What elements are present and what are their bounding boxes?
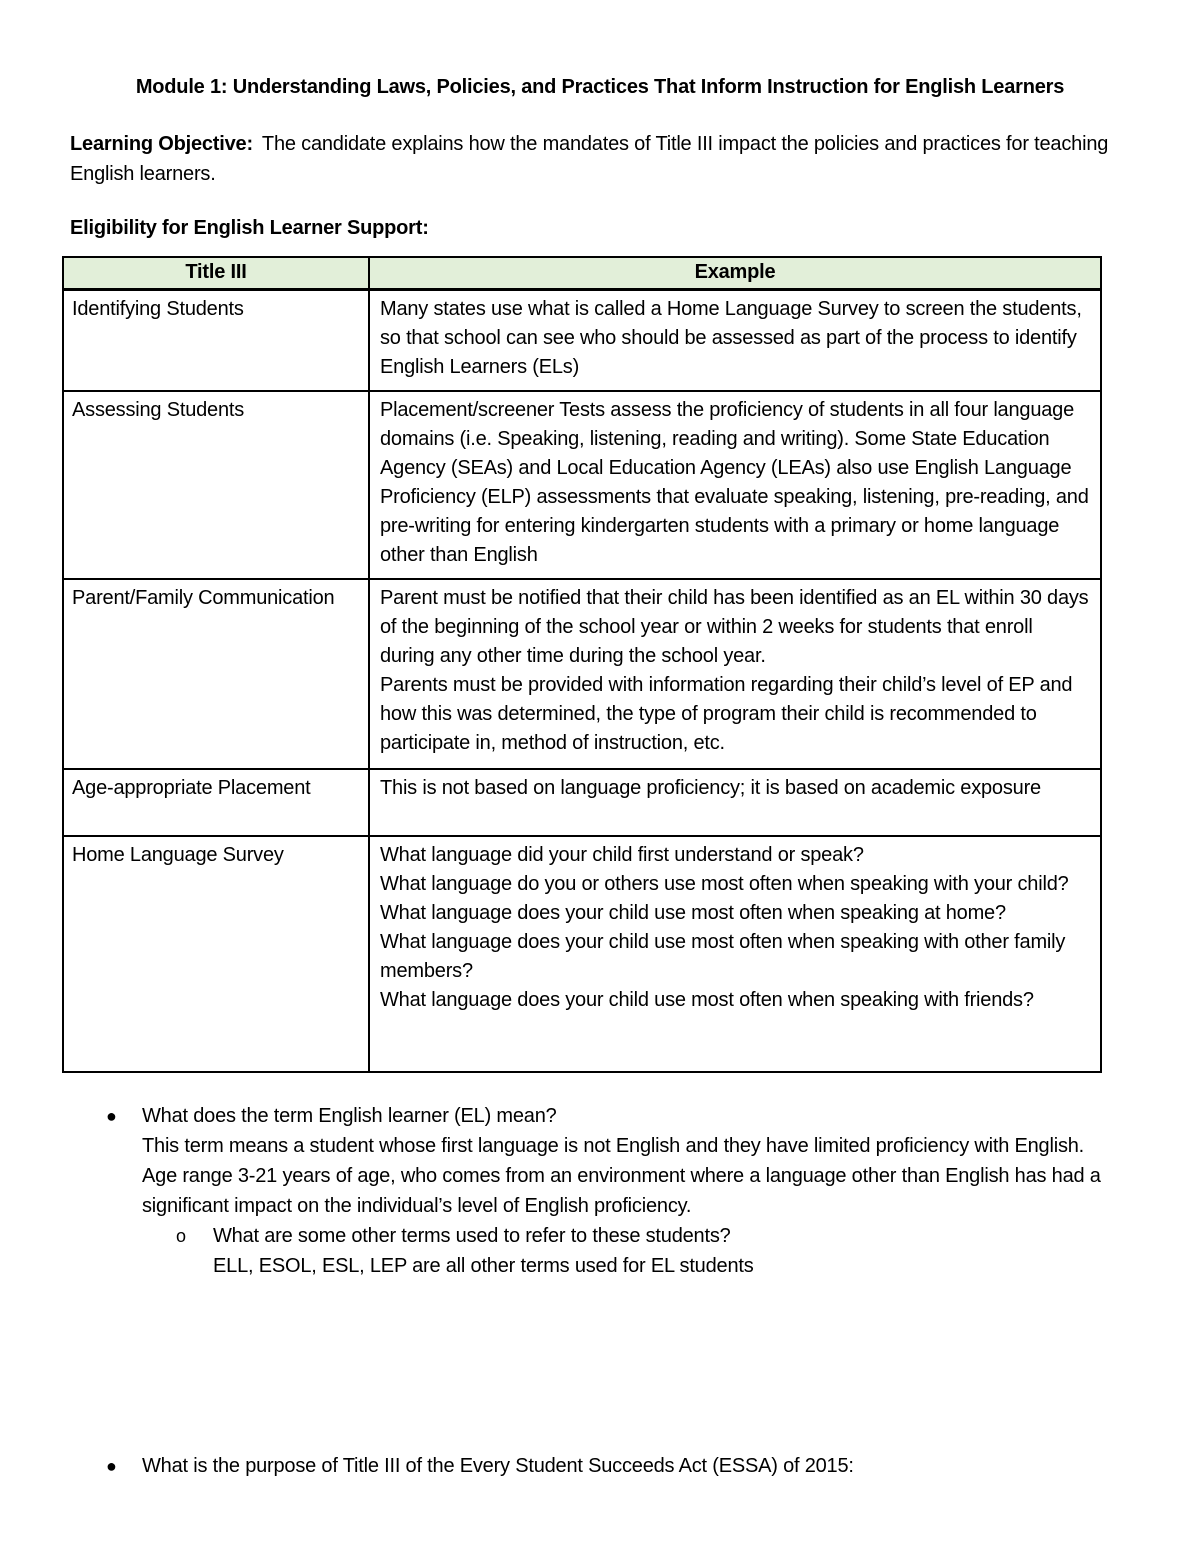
sub-bullet-question: What are some other terms used to refer to these students? [213, 1224, 731, 1247]
example-paragraph: Placement/screener Tests assess the proficiency of students in all four language domains (i.e. Speaking, listening, reading and writing). Some State Education Agency (SEAs) and Local Education Agency (LEAs) also use English Language Proficiency (ELP) assessments that evaluate speaking, listening, pre-reading, and pre-writing for entering kindergarten students with a primary or home language other than English [380, 398, 1089, 566]
row-example-identifying-students [369, 289, 1101, 391]
row-example-home-language-survey [369, 836, 1101, 1072]
row-title-identifying-students: Identifying Students [63, 289, 369, 391]
bullet-item-title-iii-purpose [106, 1451, 1140, 1481]
row-title-home-language-survey: Home Language Survey [63, 836, 369, 1072]
example-paragraph: Parents must be provided with information regarding their child’s level of EP and how this was determined, the type of program their child is recommended to participate in, method of instruction, etc. [380, 673, 1073, 754]
example-paragraph: What language do you or others use most often when speaking with your child? [380, 872, 1069, 895]
example-paragraph: What language does your child use most often when speaking at home? [380, 901, 1006, 924]
bullet-item-el-definition [106, 1101, 1140, 1221]
bullet-icon: ● [106, 1455, 117, 1476]
table-header-row [63, 257, 1101, 289]
bullet-answer: This term means a student whose first language is not English and they have limited proficiency with English. Age range 3-21 years of age, who comes from an environment where a language other than English has had a significant impact on the individual’s level of English proficiency. [142, 1134, 1101, 1217]
bullet-question: What is the purpose of Title III of the Every Student Succeeds Act (ESSA) of 2015: [142, 1454, 854, 1477]
sub-bullet-item-other-terms [176, 1221, 1140, 1251]
example-paragraph: This is not based on language proficiency; it is based on academic exposure [380, 776, 1041, 799]
document-title: Module 1: Understanding Laws, Policies, and Practices That Inform Instruction for English Learners [135, 76, 1065, 98]
table-row [63, 579, 1101, 769]
example-paragraph: What language did your child first understand or speak? [380, 843, 864, 866]
column-header-title-iii: Title III [63, 257, 369, 289]
table-row [63, 391, 1101, 579]
bullet-question: What does the term English learner (EL) mean? [142, 1104, 557, 1127]
column-header-example: Example [369, 257, 1101, 289]
eligibility-section-heading: Eligibility for English Learner Support: [70, 217, 429, 239]
example-paragraph: Parent must be notified that their child has been identified as an EL within 30 days of the beginning of the school year or within 2 weeks for students that enroll during any other time during the school year. [380, 586, 1089, 667]
row-title-age-appropriate-placement: Age-appropriate Placement [63, 769, 369, 836]
row-example-age-appropriate-placement [369, 769, 1101, 836]
example-paragraph: What language does your child use most often when speaking with friends? [380, 988, 1034, 1011]
row-title-assessing-students: Assessing Students [63, 391, 369, 579]
learning-objective-text: The candidate explains how the mandates of Title III impact the policies and practices for teaching English learners. [70, 133, 1109, 185]
bullet-text [142, 1101, 1117, 1221]
eligibility-table [62, 256, 1102, 1073]
example-paragraph: Many states use what is called a Home Language Survey to screen the students, so that school can see who should be assessed as part of the process to identify English Learners (ELs) [380, 297, 1082, 378]
table-row [63, 836, 1101, 1072]
row-title-parent-family-communication: Parent/Family Communication [63, 579, 369, 769]
table-row [63, 769, 1101, 836]
row-example-parent-family-communication [369, 579, 1101, 769]
circle-bullet-icon: o [176, 1225, 186, 1246]
bullet-icon: ● [106, 1105, 117, 1126]
row-example-assessing-students [369, 391, 1101, 579]
learning-objective-paragraph [70, 129, 1140, 189]
example-paragraph: What language does your child use most often when speaking with other family members? [380, 930, 1066, 982]
table-row [63, 289, 1101, 391]
learning-objective-label: Learning Objective: [70, 133, 253, 155]
sub-bullet-answer: ELL, ESOL, ESL, LEP are all other terms used for EL students [213, 1254, 754, 1277]
